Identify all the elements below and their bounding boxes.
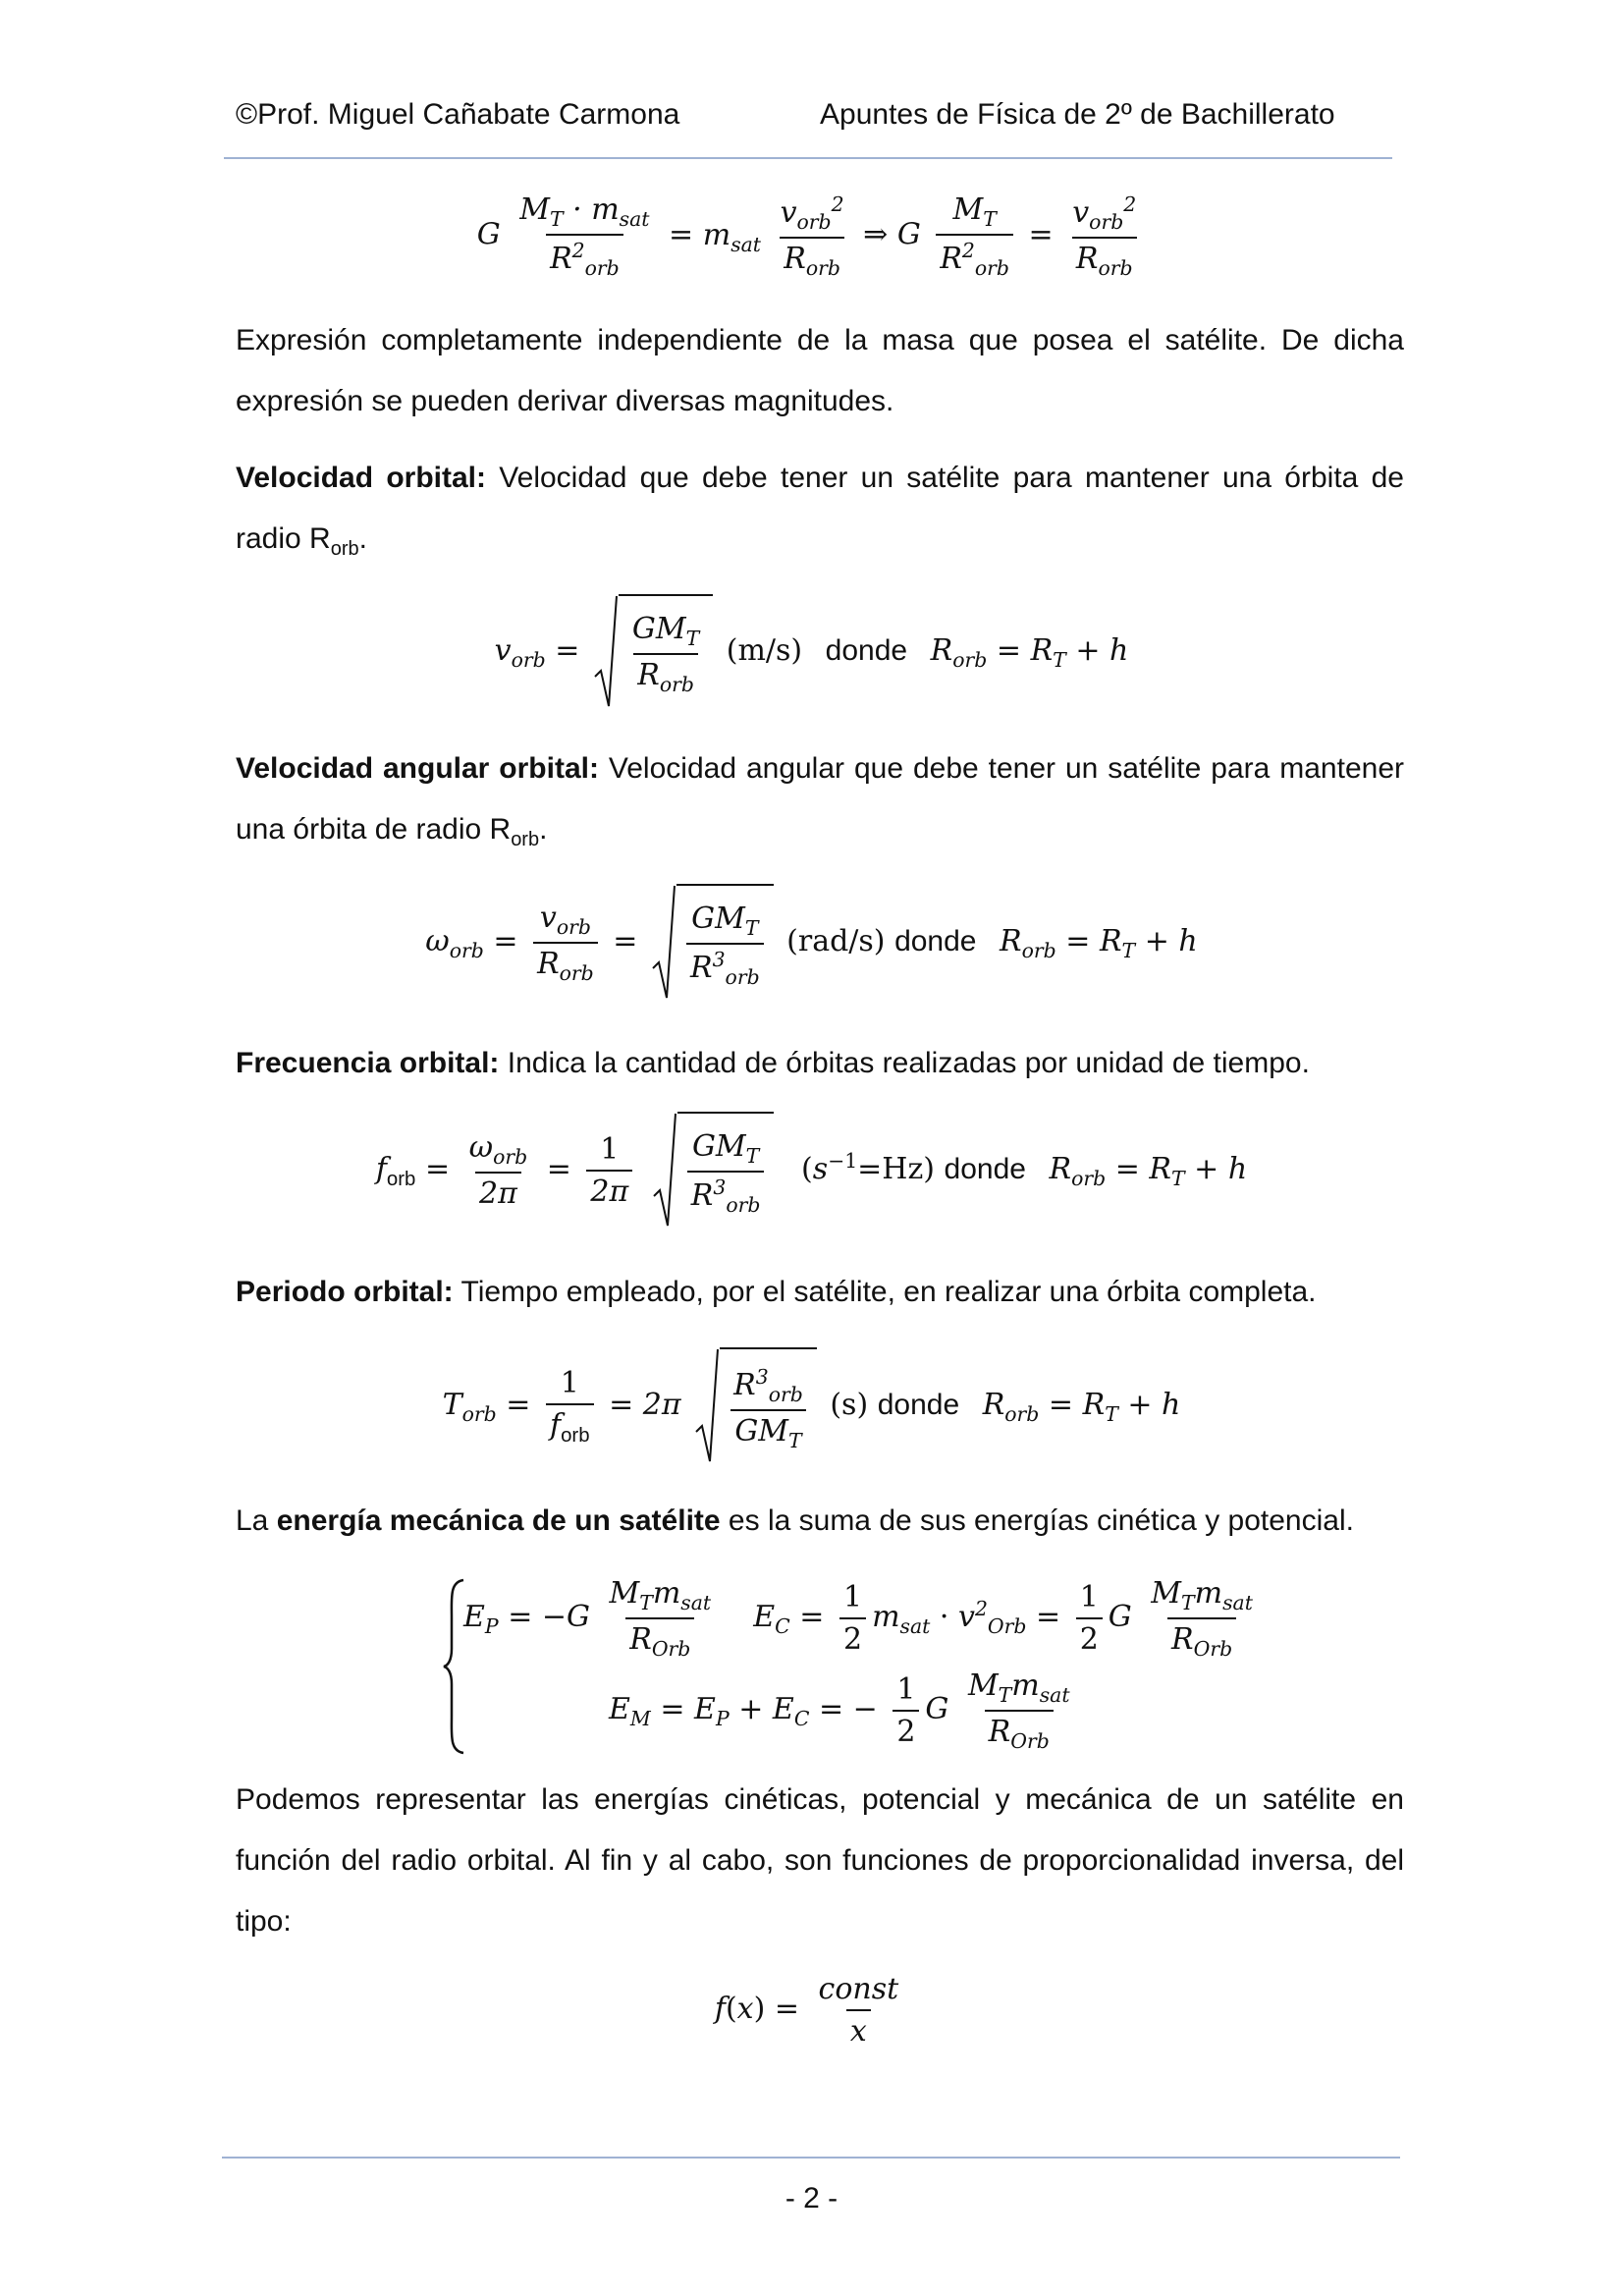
paragraph-mechanical-energy: La energía mecánica de un satélite es la suma de sus energías cinética y potencial. <box>236 1504 1354 1537</box>
term-orbital-frequency: Frecuencia orbital: <box>236 1047 500 1079</box>
paragraph-inverse-proportionality: Podemos representar las energías cinéticas, potencial y mecánica de un satélite en función del radio orbital. Al fin y al cabo, son funciones de proporcionalidad inversa, del tipo: <box>236 1783 1404 1938</box>
term-orbital-period: Periodo orbital: <box>236 1276 454 1308</box>
equation-angular-velocity: $\omega_{orb}$ = $\frac{v_{orb}}{R_{orb}}$ = $\frac{GM_T}{R^3_{orb}}$ (rad/s) donde $R_{orb} = R_T + h$ <box>0 884 1623 1002</box>
equation-inverse-function: f(x) = $\frac{\text{const}}{x}$ <box>714 1972 899 2049</box>
equation-force-balance: G $\frac{M_T \cdot m_{sat}}{R^2_{orb}}$ = $m_{sat}$ $\frac{v_{orb}^2}{R_{orb}}$ ⇒ G $\frac{M_T}{R^2_{orb}}$ = $\frac{v_{orb}^2}{R_{orb}}$ <box>476 192 1137 280</box>
header-author: ©Prof. Miguel Cañabate Carmona <box>236 98 680 131</box>
equation-energy-system: $E_P = -G$ $\frac{M_Tm_{sat}}{R_{Orb}}$ $E_C$ = $\frac{1}{2}$ $m_{sat} \cdot v^2_{Orb}$ = $\frac{1}{2}$ G $\frac{M_Tm_{sat}}{R_{Orb}}$ $E_M = E_P + E_C$ = − $\frac{1}{2}$ G $\frac{M_Tm_{sat}}{R_{Orb}}$ <box>442 1576 1208 1758</box>
paragraph-independent-mass: Expresión completamente independiente de la masa que posea el satélite. De dicha expresión se pueden derivar diversas magnitudes. <box>236 324 1404 417</box>
equation-orbital-velocity: $v_{orb}$ = $\frac{GM_T}{R_{orb}}$ (m/s) donde $R_{orb} = R_T + h$ <box>0 594 1623 710</box>
equation-orbital-frequency: $f_{orb}$ = $\frac{\omega_{orb}}{2\pi}$ = $\frac{1}{2\pi}$ $\frac{GM_T}{R^3_{orb}}$ $(s^{-1}=Hz)$ donde $R_{orb} = R_T + h$ <box>0 1112 1623 1230</box>
equation-orbital-period: $T_{orb}$ = $\frac{1}{f_{orb}}$ = 2π $\frac{R^3_{orb}}{GM_T}$ (s) donde $R_{orb} = R_T + h$ <box>0 1347 1623 1465</box>
term-mechanical-energy: energía mecánica de un satélite <box>276 1504 721 1537</box>
paragraph-orbital-frequency: Frecuencia orbital: Indica la cantidad de órbitas realizadas por unidad de tiempo. <box>236 1047 1310 1079</box>
page-number: - 2 - <box>784 2182 839 2214</box>
header-course: Apuntes de Física de 2º de Bachillerato <box>820 98 1335 131</box>
paragraph-orbital-velocity: Velocidad orbital: Velocidad que debe tener un satélite para mantener una órbita de radio $R_{orb}$. <box>236 462 1404 560</box>
footer-rule <box>222 2157 1400 2159</box>
term-angular-velocity: Velocidad angular orbital: <box>236 752 599 785</box>
paragraph-angular-velocity: Velocidad angular orbital: Velocidad angular que debe tener un satélite para mantener una órbita de radio $R_{orb}$. <box>236 752 1404 850</box>
term-orbital-velocity: Velocidad orbital: <box>236 462 486 494</box>
header-rule <box>224 157 1392 159</box>
paragraph-orbital-period: Periodo orbital: Tiempo empleado, por el satélite, en realizar una órbita completa. <box>236 1276 1317 1308</box>
left-brace <box>442 1578 465 1755</box>
